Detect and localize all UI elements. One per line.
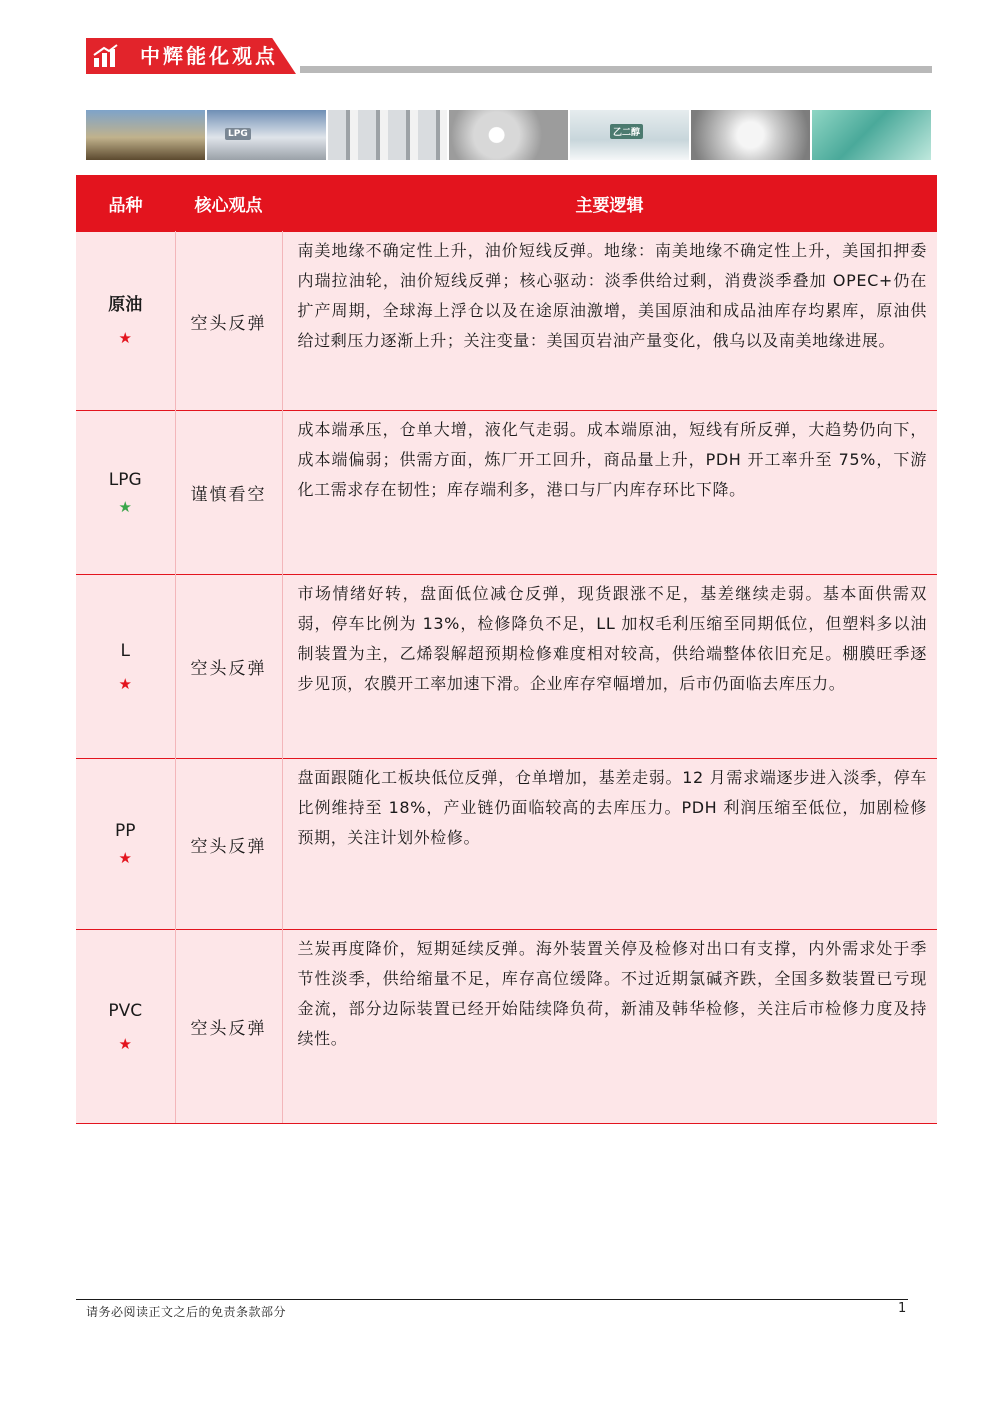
view-cell [175, 575, 282, 759]
bar-chart-up-icon [92, 44, 120, 68]
table-row [76, 930, 937, 1124]
main-logic: 兰炭再度降价，短期延续反弹。海外装置关停及检修对出口有支撑，内外需求处于季节性淡季，供给缩量不足，库存高位缓降。不过近期氯碱齐跌，全国多数装置已亏现金流，部分边际装置已经开始陆续降负荷，新浦及韩华检修，关注后市检修力度及持续性。 [297, 939, 927, 1048]
variety-cell [76, 232, 175, 411]
lpg-tank-label: LPG [225, 128, 251, 140]
variety-cell [76, 930, 175, 1124]
core-view: 空头反弹 [190, 1019, 267, 1039]
logic-cell [282, 232, 937, 411]
banner-image-strip [86, 110, 931, 160]
logic-cell [282, 411, 937, 575]
main-logic: 盘面跟随化工板块低位反弹，仓单增加，基差走弱。12 月需求端逐步进入淡季，停车比例维持至 18%，产业链仍面临较高的去库压力。PDH 利润压缩至低位，加剧检修预期，关注计划外检修。 [297, 768, 927, 847]
table-header-row [76, 175, 937, 232]
main-logic: 南美地缘不确定性上升，油价短线反弹。地缘：南美地缘不确定性上升，美国扣押委内瑞拉油轮，油价短线反弹；核心驱动：淡季供给过剩，消费淡季叠加 OPEC+仍在扩产周期，全球海上浮仓以及在途原油激增，美国原油和成品油库存均累库，原油供给过剩压力逐渐上升；关注变量：美国页岩油产量变化，俄乌以及南美地缘进展。 [297, 241, 927, 350]
core-view: 空头反弹 [190, 313, 267, 334]
views-table [76, 175, 937, 1124]
view-cell [175, 759, 282, 930]
header-logo [86, 38, 126, 74]
lpg-tank-photo [207, 110, 326, 160]
glass-sheets-photo [812, 110, 931, 160]
footer-rule [76, 1299, 908, 1300]
variety-name: L [120, 640, 130, 661]
footer-disclaimer: 请务必阅读正文之后的免责条款部分 [86, 1305, 287, 1319]
variety-cell [76, 575, 175, 759]
oil-pump-photo [86, 110, 205, 160]
header-view: 核心观点 [175, 175, 282, 232]
page-number: 1 [898, 1301, 907, 1316]
view-cell [175, 411, 282, 575]
white-granules-photo [691, 110, 810, 160]
logic-cell [282, 930, 937, 1124]
core-view: 空头反弹 [190, 659, 267, 679]
variety-name: LPG [108, 469, 142, 490]
variety-cell [76, 759, 175, 930]
plastic-pellets-photo [449, 110, 568, 160]
logic-cell [282, 575, 937, 759]
variety-name: PP [114, 821, 136, 841]
table-row [76, 232, 937, 411]
header-logic: 主要逻辑 [282, 175, 937, 232]
table-row [76, 759, 937, 930]
star-icon: ★ [118, 329, 132, 347]
header-title: 中辉能化观点 [140, 44, 278, 68]
variety-name: 原油 [108, 295, 143, 315]
pvc-pipes-photo [328, 110, 447, 160]
variety-cell [76, 411, 175, 575]
main-logic: 市场情绪好转，盘面低位减仓反弹，现货跟涨不足，基差继续走弱。基本面供需双弱，停车比例为 13%，检修降负不足，LL 加权毛利压缩至同期低位，但塑料多以油制装置为主，乙烯裂解超预期检修难度相对较高，供给端整体依旧充足。棚膜旺季逐步见顶，农膜开工率加速下滑。企业库存窄幅增加，后市仍面临去库压力。 [297, 584, 927, 693]
header-rule [300, 66, 932, 73]
core-view: 空头反弹 [190, 836, 267, 857]
variety-name: PVC [108, 1000, 143, 1021]
header-variety: 品种 [76, 175, 175, 232]
view-cell [175, 232, 282, 411]
star-icon: ★ [118, 1034, 132, 1053]
star-icon: ★ [118, 849, 132, 867]
main-logic: 成本端承压，仓单大增，液化气走弱。成本端原油，短线有所反弹，大趋势仍向下，成本端偏弱；供需方面，炼厂开工回升，商品量上升，PDH 开工率升至 75%，下游化工需求存在韧性；库存端利多，港口与厂内库存环比下降。 [297, 420, 927, 499]
logic-cell [282, 759, 937, 930]
star-icon: ★ [118, 674, 132, 693]
core-view: 谨慎看空 [190, 485, 267, 505]
table-row [76, 411, 937, 575]
table-row [76, 575, 937, 759]
chemical-bottle-label: 乙二醇 [610, 124, 643, 139]
chemical-bottle-photo [570, 110, 689, 160]
view-cell [175, 930, 282, 1124]
star-icon: ★ [118, 497, 132, 516]
